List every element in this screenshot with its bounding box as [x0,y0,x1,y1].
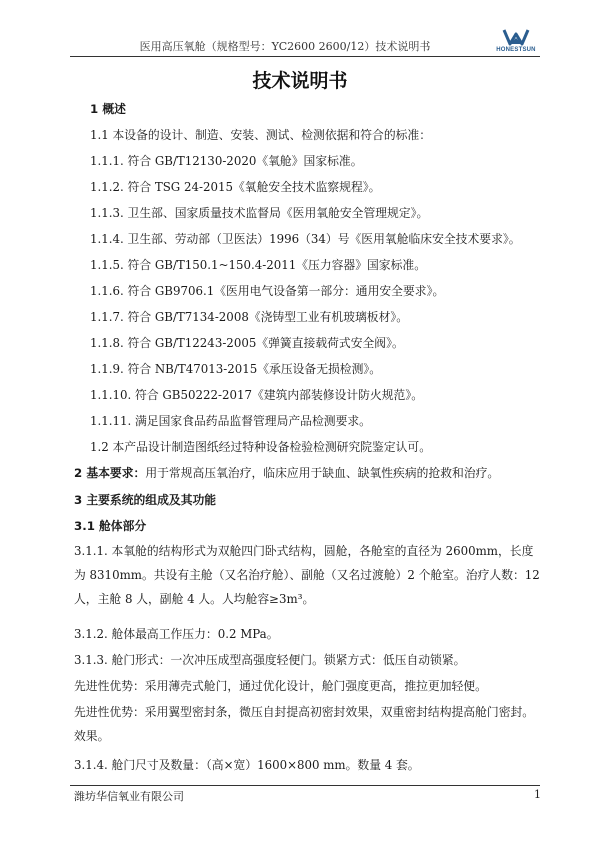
paragraph-1-2: 1.2 本产品设计制造图纸经过特种设备检验检测研究院鉴定认可。 [90,440,432,454]
paragraph-1-1-5: 1.1.5. 符合 GB/T150.1~150.4-2011《压力容器》国家标准。 [90,258,426,272]
paragraph-3-1-3: 3.1.3. 舱门形式：一次冲压成型高强度轻便门。锁紧方式：低压自动锁紧。 [74,653,466,667]
advantage-2: 先进性优势：采用翼型密封条，微压自封提高初密封效果，双重密封结构提高舱门密封。效果。 [74,705,535,743]
paragraph-3-1-1: 3.1.1. 本氧舱的结构形式为双舱四门卧式结构，圆舱，各舱室的直径为 2600mm，长度为 8310mm。共设有主舱（又名治疗舱）、副舱（又名过渡舱）2 个舱室。治疗人数：12 人，主舱 8 人，副舱 4 人。人均舱容≥3m³。 [74,544,540,606]
paragraph-3-1-2: 3.1.2. 舱体最高工作压力：0.2 MPa。 [74,627,279,641]
section-3-1-heading: 3.1 舱体部分 [74,519,147,533]
section-2-text: 用于常规高压氧治疗，临床应用于缺血、缺氧性疾病的抢救和治疗。 [145,466,500,480]
section-1-heading: 1 概述 [90,102,126,116]
paragraph-1-1-11: 1.1.11. 满足国家食品药品监督管理局产品检测要求。 [90,414,371,428]
footer-divider [70,785,540,786]
header-title: 医用高压氧舱（规格型号：YC2600 2600/12）技术说明书 [139,40,431,53]
paragraph-1-1-8: 1.1.8. 符合 GB/T12243-2005《弹簧直接载荷式安全阀》。 [90,336,404,350]
paragraph-1-1-2: 1.1.2. 符合 TSG 24-2015《氧舱安全技术监察规程》。 [90,180,381,194]
section-2 [74,465,544,481]
paragraph-1-1-3: 1.1.3. 卫生部、国家质量技术监督局《医用氧舱安全管理规定》。 [90,206,429,220]
paragraph-1-1-10: 1.1.10. 符合 GB50222-2017《建筑内部装修设计防火规范》。 [90,388,424,402]
header-divider [70,56,540,57]
paragraph-1-1-7: 1.1.7. 符合 GB/T7134-2008《浇铸型工业有机玻璃板材》。 [90,310,409,324]
paragraph-1-1-9: 1.1.9. 符合 NB/T47013-2015《承压设备无损检测》。 [90,362,382,376]
company-logo [488,28,544,58]
paragraph-1-1: 1.1 本设备的设计、制造、安装、测试、检测依据和符合的标准： [90,128,432,142]
paragraph-3-1-4: 3.1.4. 舱门尺寸及数量：（高×宽）1600×800 mm。数量 4 套。 [74,758,420,772]
document-title: 技术说明书 [252,70,348,92]
logo-text: HONESTSUN [496,47,536,53]
logo-mark-icon [488,28,544,48]
section-2-label: 2 基本要求： [74,466,146,480]
paragraph-1-1-6: 1.1.6. 符合 GB9706.1《医用电气设备第一部分：通用安全要求》。 [90,284,445,298]
section-3-heading: 3 主要系统的组成及其功能 [74,493,217,507]
paragraph-1-1-4: 1.1.4. 卫生部、劳动部（卫医法）1996（34）号《医用氧舱临床安全技术要求》。 [90,232,521,246]
paragraph-1-1-1: 1.1.1. 符合 GB/T12130-2020《氧舱》国家标准。 [90,154,363,168]
page-number: 1 [534,788,541,801]
advantage-1: 先进性优势：采用薄壳式舱门，通过优化设计，舱门强度更高，推拉更加轻便。 [74,679,487,693]
footer-company: 潍坊华信氧业有限公司 [74,790,184,803]
